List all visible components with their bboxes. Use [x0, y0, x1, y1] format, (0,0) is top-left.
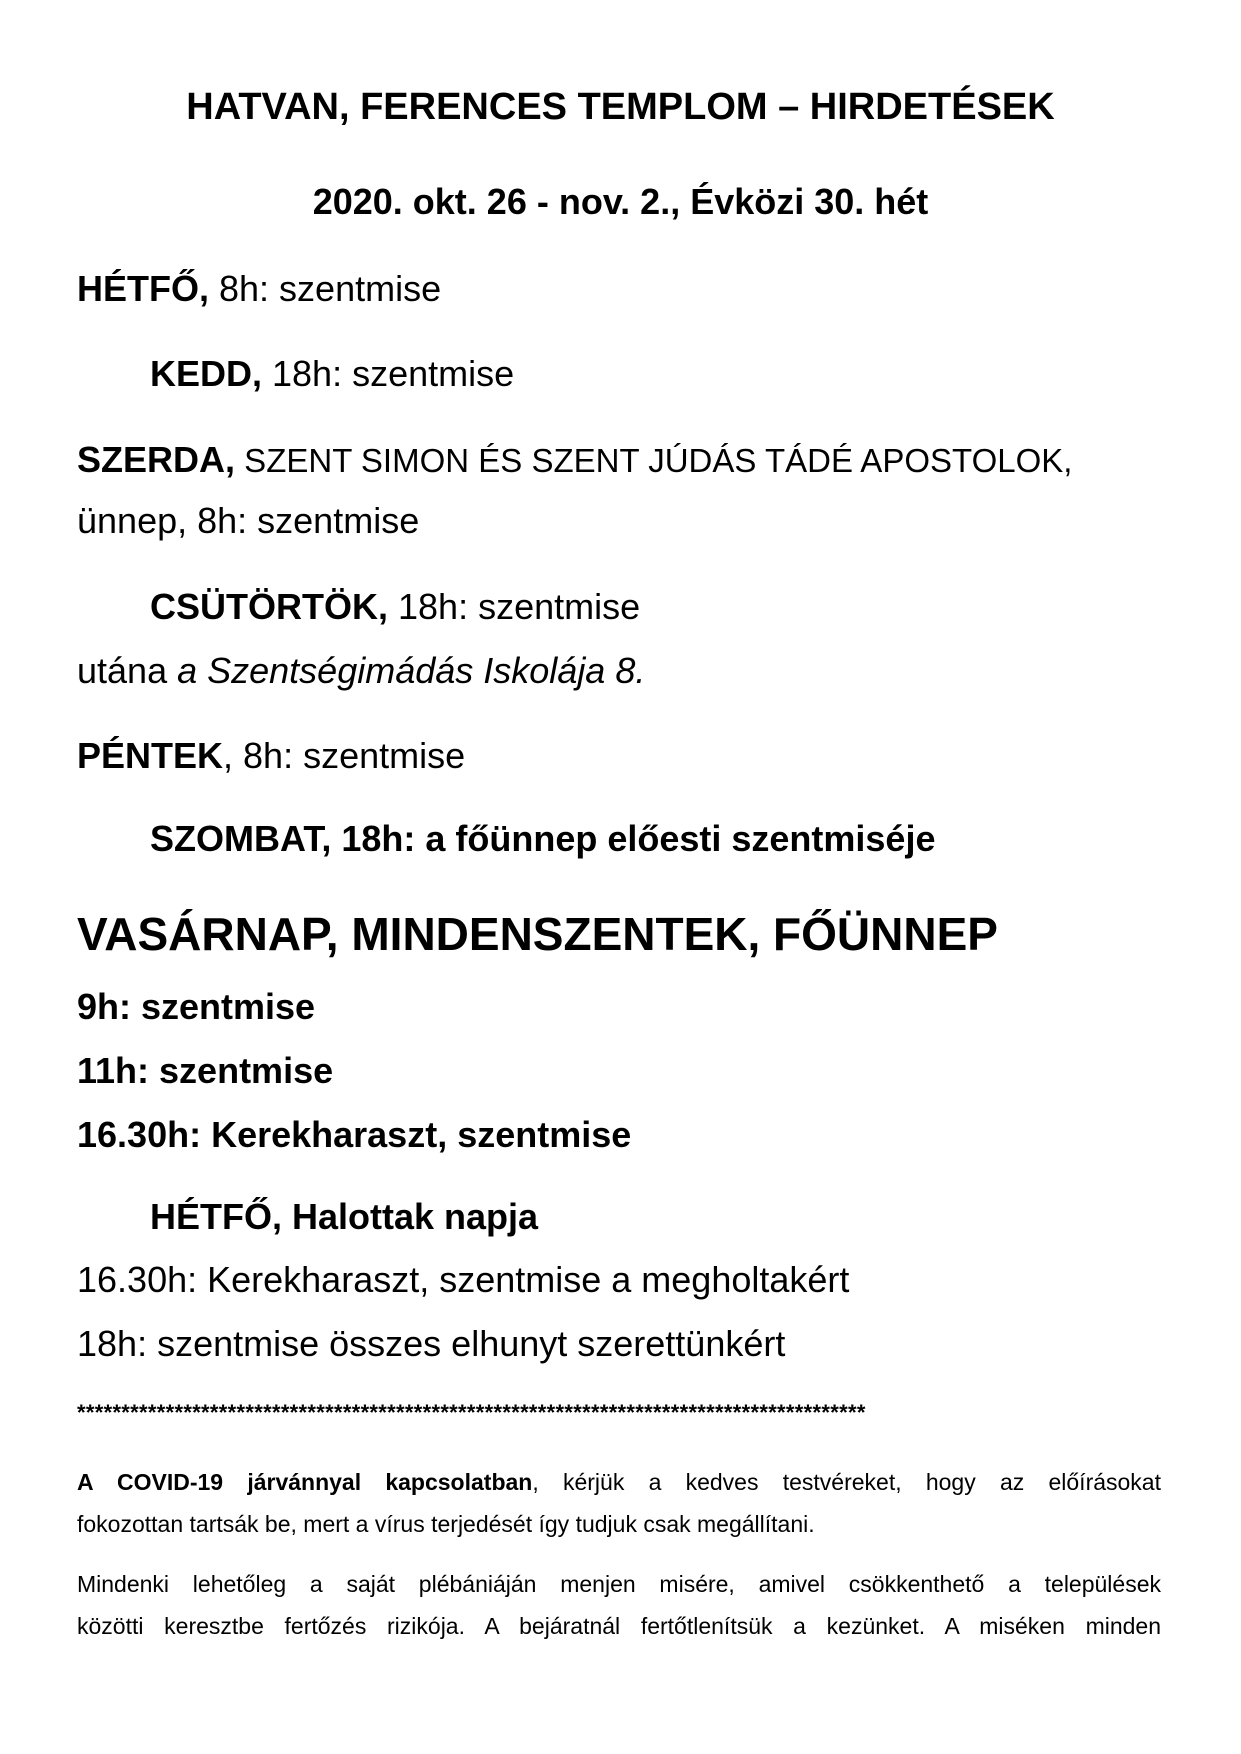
wednesday-entry	[77, 439, 1072, 481]
friday-day: PÉNTEK	[77, 735, 224, 776]
notice-p2-line2: közötti keresztbe fertőzés rizikója. A bejáratnál fertőtlenítsük a kezünket. A miséken minden	[77, 1613, 1161, 1639]
notice-p1-line1	[77, 1461, 1161, 1503]
wednesday-day: SZERDA,	[77, 439, 236, 480]
notice-p1-bold: A COVID-19 járvánnyal kapcsolatban	[77, 1469, 533, 1495]
friday-text: , 8h: szentmise	[223, 735, 466, 776]
thursday-entry	[150, 586, 640, 628]
tuesday-text: 18h: szentmise	[262, 353, 515, 394]
page-subtitle: 2020. okt. 26 - nov. 2., Évközi 30. hét	[312, 181, 929, 222]
thursday-after-prefix: utána	[77, 650, 178, 691]
notice-p1-rest: , kérjük a kedves testvéreket, hogy az előírásokat	[532, 1469, 1161, 1495]
thursday-day: CSÜTÖRTÖK,	[150, 586, 388, 627]
tuesday-entry	[150, 353, 514, 395]
wednesday-feast: SZENT SIMON ÉS SZENT JÚDÁS TÁDÉ APOSTOLOK,	[235, 442, 1073, 479]
all-souls-item: 18h: szentmise összes elhunyt szerettünkért	[77, 1323, 786, 1364]
monday-entry	[77, 268, 441, 310]
page-title: HATVAN, FERENCES TEMPLOM – HIRDETÉSEK	[186, 86, 1055, 128]
wednesday-text: ünnep, 8h: szentmise	[77, 500, 420, 541]
separator-stars: *****************************************************************************************	[77, 1400, 866, 1425]
sunday-item: 9h: szentmise	[77, 986, 316, 1027]
friday-entry	[77, 735, 465, 777]
monday-day: HÉTFŐ,	[77, 268, 209, 309]
thursday-after	[77, 650, 645, 692]
notice-p1-line2: fokozottan tartsák be, mert a vírus terjedését így tudjuk csak megállítani.	[77, 1511, 815, 1537]
sunday-item: 11h: szentmise	[77, 1050, 334, 1091]
thursday-after-italic: a Szentségimádás Iskolája 8.	[177, 650, 646, 691]
all-souls-item: 16.30h: Kerekharaszt, szentmise a megholtakért	[77, 1259, 850, 1300]
thursday-text: 18h: szentmise	[388, 586, 641, 627]
covid-notice-paragraph-2	[77, 1563, 1161, 1647]
sunday-heading: VASÁRNAP, MINDENSZENTEK, FŐÜNNEP	[77, 908, 998, 960]
tuesday-day: KEDD,	[150, 353, 263, 394]
covid-notice-paragraph-1	[77, 1461, 1161, 1545]
all-souls-heading: HÉTFŐ, Halottak napja	[150, 1196, 539, 1237]
saturday-entry: SZOMBAT, 18h: a főünnep előesti szentmiséje	[150, 818, 936, 859]
notice-p2-line1: Mindenki lehetőleg a saját plébániáján menjen misére, amivel csökkenthető a települések	[77, 1571, 1161, 1597]
monday-text: 8h: szentmise	[209, 268, 442, 309]
sunday-item: 16.30h: Kerekharaszt, szentmise	[77, 1114, 632, 1155]
